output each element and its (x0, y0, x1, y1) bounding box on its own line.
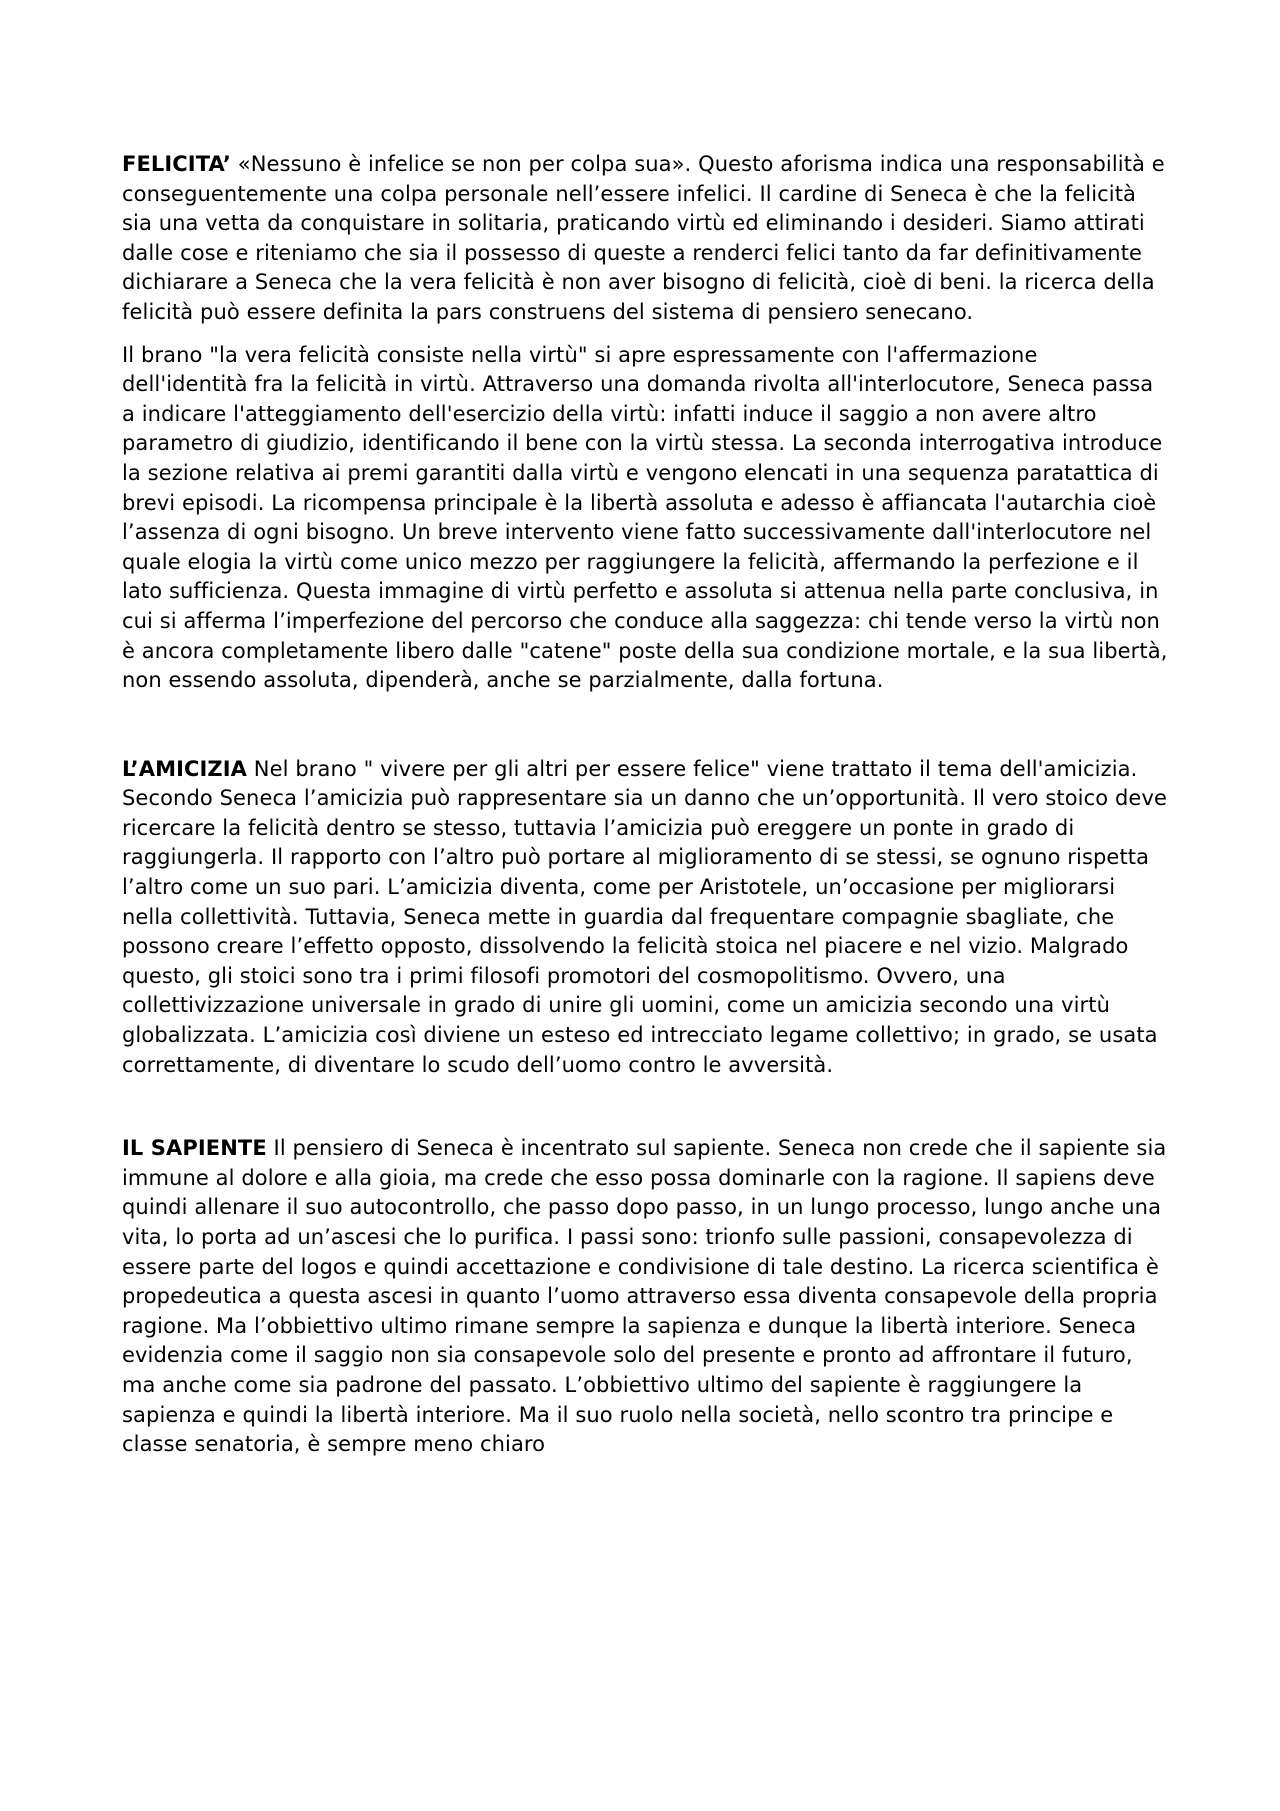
felicita-paragraph-2: Il brano "la vera felicità consiste nella virtù" si apre espressamente con l'affermazione dell'identità fra la felicità in virtù. Attraverso una domanda rivolta all'interlocutore, Seneca passa a indicare l'atteggiamento dell'esercizio della virtù: infatti induce il saggio a non avere altro parametro di giudizio, identificando il bene con la virtù stessa. La seconda interrogativa introduce la sezione relativa ai premi garantiti dalla virtù e vengono elencati in una sequenza paratattica di brevi episodi. La ricompensa principale è la libertà assoluta e adesso è affiancata l'autarchia cioè l’assenza di ogni bisogno. Un breve intervento viene fatto successivamente dall'interlocutore nel quale elogia la virtù come unico mezzo per raggiungere la felicità, affermando la perfezione e il lato sufficienza. Questa immagine di virtù perfetto e assoluta si attenua nella parte conclusiva, in cui si afferma l’imperfezione del percorso che conduce alla saggezza: chi tende verso la virtù non è ancora completamente libero dalle "catene" poste della sua condizione mortale, e la sua libertà, non essendo assoluta, dipenderà, anche se parzialmente, dalla fortuna. (122, 342, 1168, 693)
amicizia-paragraph (122, 755, 1168, 1081)
sapiente-paragraph (122, 1134, 1168, 1460)
amicizia-text: Nel brano " vivere per gli altri per essere felice" viene trattato il tema dell'amicizia. Secondo Seneca l’amicizia può rappresentare sia un danno che un’opportunità. Il vero stoico deve ricercare la felicità dentro se stesso, tuttavia l’amicizia può ereggere un ponte in grado di raggiungerla. Il rapporto con l’altro può portare al miglioramento di se stessi, se ognuno rispetta l’altro come un suo pari. L’amicizia diventa, come per Aristotele, un’occasione per migliorarsi nella collettività. Tuttavia, Seneca mette in guardia dal frequentare compagnie sbagliate, che possono creare l’effetto opposto, dissolvendo la felicità stoica nel piacere e nel vizio. Malgrado questo, gli stoici sono tra i primi filosofi promotori del cosmopolitismo. Ovvero, una collettivizzazione universale in grado di unire gli uomini, come un amicizia secondo una virtù globalizzata. L’amicizia così diviene un esteso ed intrecciato legame collettivo; in grado, se usata correttamente, di diventare lo scudo dell’uomo contro le avversità. (122, 756, 1167, 1077)
document-page (122, 150, 1168, 1460)
felicita-text: «Nessuno è infelice se non per colpa sua». Questo aforisma indica una responsabilità e conseguentemente una colpa personale nell’essere infelici. Il cardine di Seneca è che la felicità sia una vetta da conquistare in solitaria, praticando virtù ed eliminando i desideri. Siamo attirati dalle cose e riteniamo che sia il possesso di queste a renderci felici tanto da far definitivamente dichiarare a Seneca che la vera felicità è non aver bisogno di felicità, cioè di beni. la ricerca della felicità può essere definita la pars construens del sistema di pensiero senecano. (122, 152, 1165, 324)
amicizia-heading: L’AMICIZIA (122, 756, 248, 781)
sapiente-text: Il pensiero di Seneca è incentrato sul sapiente. Seneca non crede che il sapiente sia immune al dolore e alla gioia, ma crede che esso possa dominarle con la ragione. Il sapiens deve quindi allenare il suo autocontrollo, che passo dopo passo, in un lungo processo, lungo anche una vita, lo porta ad un’ascesi che lo purifica. I passi sono: trionfo sulle passioni, consapevolezza di essere parte del logos e quindi accettazione e condivisione di tale destino. La ricerca scientifica è propedeutica a questa ascesi in quanto l’uomo attraverso essa diventa consapevole della propria ragione. Ma l’obbiettivo ultimo rimane sempre la sapienza e dunque la libertà interiore. Seneca evidenzia come il saggio non sia consapevole solo del presente e pronto ad affrontare il futuro, ma anche come sia padrone del passato. L’obbiettivo ultimo del sapiente è raggiungere la sapienza e quindi la libertà interiore. Ma il suo ruolo nella società, nello scontro tra principe e classe senatoria, è sempre meno chiaro (122, 1136, 1167, 1457)
felicita-heading: FELICITA’ (122, 152, 232, 176)
felicita-paragraph-1 (122, 150, 1168, 328)
sapiente-heading: IL SAPIENTE (122, 1136, 267, 1161)
